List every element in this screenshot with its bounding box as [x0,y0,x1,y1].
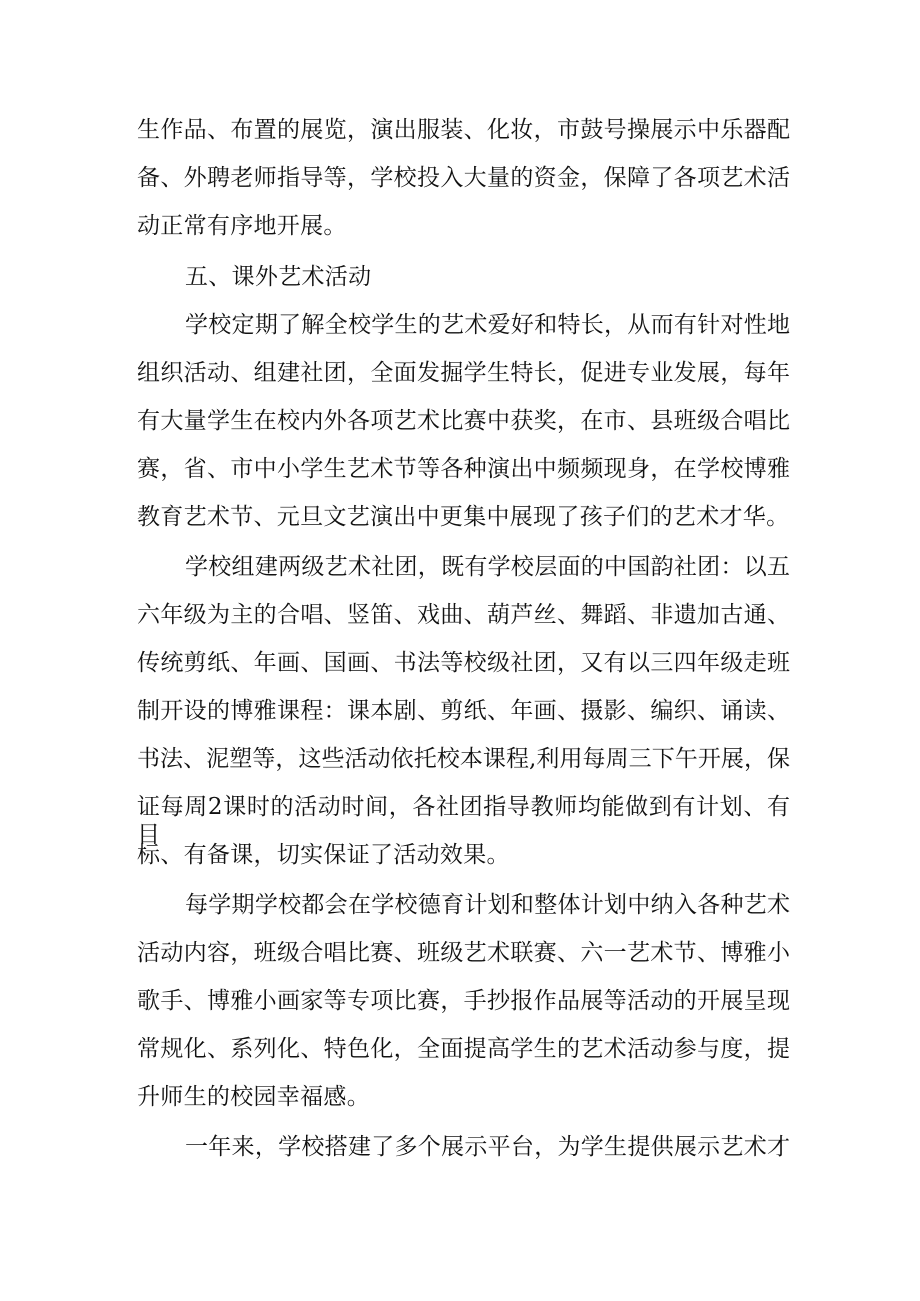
text-line: 歌手、博雅小画家等专项比赛，手抄报作品展等活动的开展呈现 [137,988,790,1014]
text-line: 学校组建两级艺术社团，既有学校层面的中国韵社团：以五 [185,554,790,580]
text-line: 升师生的校园幸福感。 [137,1084,370,1110]
section-heading-text: 五、课外艺术活动 [185,264,372,290]
text-line: 备、外聘老师指导等，学校投入大量的资金，保障了各项艺术活 [137,165,790,191]
text-line: 生作品、布置的展览，演出服装、化妆，市鼓号操展示中乐器配 [137,117,790,143]
text-line: 每学期学校都会在学校德育计划和整体计划中纳入各种艺术 [185,892,790,918]
text-line: 传统剪纸、年画、国画、书法等校级社团，又有以三四年级走班 [137,650,790,676]
text-line: 标、有备课，切实保证了活动效果。 [137,842,510,868]
text-line: 活动内容，班级合唱比赛、班级艺术联赛、六一艺术节、博雅小 [137,940,790,966]
text-line: 常规化、系列化、特色化，全面提高学生的艺术活动参与度，提 [137,1036,790,1062]
text-line: 学校定期了解全校学生的艺术爱好和特长，从而有针对性地 [185,312,790,338]
text-line: 教育艺术节、元旦文艺演出中更集中展现了孩子们的艺术才华。 [137,504,790,530]
text-line: 动正常有序地开展。 [137,213,347,239]
text-line: 一年来，学校搭建了多个展示平台，为学生提供展示艺术才 [185,1134,790,1160]
text-line: 赛，省、市中小学生艺术节等各种演出中频频现身，在学校博雅 [137,456,790,482]
text-line: 书法、泥塑等，这些活动依托校本课程,利用每周三下午开展，保 [137,746,790,772]
text-line: 组织活动、组建社团，全面发掘学生特长，促进专业发展，每年 [137,360,790,386]
text-line: 证每周2课时的活动时间，各社团指导教师均能做到有计划、有目 [137,794,790,848]
text-line: 制开设的博雅课程：课本剧、剪纸、年画、摄影、编织、诵读、 [137,698,790,724]
text-line: 六年级为主的合唱、竖笛、戏曲、葫芦丝、舞蹈、非遗加古通、 [137,602,790,628]
text-line: 有大量学生在校内外各项艺术比赛中获奖，在市、县班级合唱比 [137,408,790,434]
